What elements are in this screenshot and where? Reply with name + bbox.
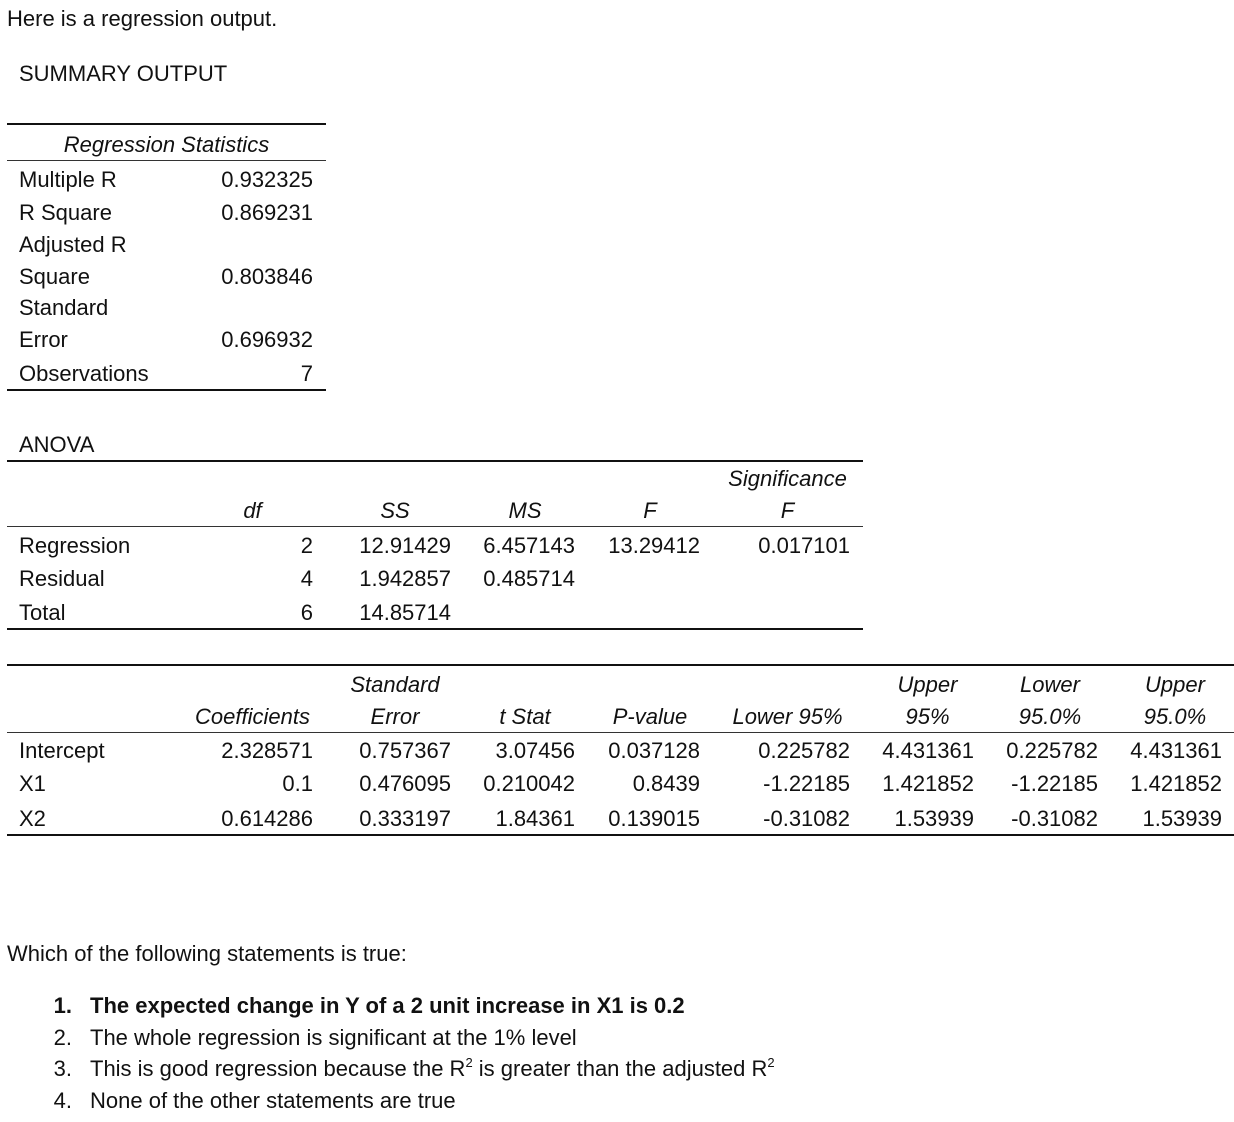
anova-top-rule (7, 460, 863, 462)
adj-r-square-label-line1: Adjusted R (19, 232, 127, 257)
option-text: The expected change in Y of a 2 unit increase in X1 is 0.2 (90, 993, 685, 1018)
coef-header-se-line2: Error (370, 704, 420, 729)
adj-r-square-value: 0.803846 (221, 264, 313, 289)
coef-row-pvalue: 0.037128 (608, 738, 700, 763)
observations-label: Observations (19, 361, 149, 386)
adj-r-square-label-line2: Square (19, 264, 90, 289)
anova-header-df: df (243, 498, 262, 523)
coef-row-label: Intercept (19, 738, 105, 763)
r-square-value: 0.869231 (221, 200, 313, 225)
option-number: 3. (53, 1056, 72, 1081)
coef-header-upper95-line2: 95% (905, 704, 950, 729)
coef-row-coef: 2.328571 (221, 738, 313, 763)
coef-row-lower950: -1.22185 (1011, 771, 1098, 796)
anova-row-label: Residual (19, 566, 105, 591)
coef-row-se: 0.476095 (359, 771, 451, 796)
intro-text: Here is a regression output. (7, 6, 278, 31)
option-text-part: is greater than the adjusted R (472, 1056, 768, 1081)
anova-row-ss: 14.85714 (359, 600, 451, 625)
coef-header-lower950-line1: Lower (1020, 672, 1080, 697)
anova-row-sig: 0.017101 (758, 533, 850, 558)
coef-row-pvalue: 0.8439 (632, 771, 700, 796)
anova-row-f: 13.29412 (608, 533, 700, 558)
coef-row-se: 0.757367 (359, 738, 451, 763)
option-number: 4. (53, 1088, 72, 1113)
coef-row-lower950: 0.225782 (1006, 738, 1098, 763)
anova-row-label: Total (19, 600, 66, 625)
coef-row-upper950: 1.53939 (1142, 806, 1222, 831)
anova-row-label: Regression (19, 533, 131, 558)
anova-row-df: 6 (300, 600, 313, 625)
coef-bottom-rule (7, 834, 1234, 836)
std-error-value: 0.696932 (221, 327, 313, 352)
anova-row-ss: 12.91429 (359, 533, 451, 558)
std-error-label-line1: Standard (19, 295, 109, 320)
coef-row-upper950: 4.431361 (1130, 738, 1222, 763)
coef-row-upper95: 4.431361 (882, 738, 974, 763)
coef-row-upper95: 1.421852 (882, 771, 974, 796)
anova-row-df: 2 (300, 533, 313, 558)
anova-bottom-rule (7, 628, 863, 630)
coef-row-lower95: -0.31082 (763, 806, 850, 831)
coef-row-label: X2 (19, 806, 46, 831)
coef-header-upper950-line2: 95.0% (1143, 704, 1207, 729)
coef-header-upper95-line1: Upper (897, 672, 958, 697)
coef-header-upper950-line1: Upper (1145, 672, 1205, 697)
coef-row-lower950: -0.31082 (1011, 806, 1098, 831)
anova-row-ms: 0.485714 (483, 566, 575, 591)
coef-header-pvalue: P-value (612, 704, 688, 729)
summary-title: SUMMARY OUTPUT (19, 61, 228, 86)
anova-row-ss: 1.942857 (359, 566, 451, 591)
option-text: The whole regression is significant at the 1% level (90, 1025, 577, 1050)
superscript: 2 (767, 1055, 775, 1070)
coef-header-lower950-line2: 95.0% (1018, 704, 1082, 729)
coef-header-rule (7, 732, 1234, 733)
anova-row-df: 4 (300, 566, 313, 591)
anova-header-rule (7, 526, 863, 527)
anova-title: ANOVA (19, 432, 95, 457)
reg-stats-header: Regression Statistics (63, 132, 270, 157)
question-text: Which of the following statements is true: (7, 941, 407, 966)
option-number: 2. (53, 1025, 72, 1050)
anova-header-sig-line1: Significance (728, 466, 847, 491)
coef-row-tstat: 0.210042 (483, 771, 575, 796)
coef-row-coef: 0.614286 (221, 806, 313, 831)
coef-row-coef: 0.1 (282, 771, 313, 796)
multiple-r-label: Multiple R (19, 167, 117, 192)
option-text-part: This is good regression because the R (90, 1056, 466, 1081)
table-bottom-rule (7, 389, 326, 391)
coef-row-upper950: 1.421852 (1130, 771, 1222, 796)
anova-row-ms: 6.457143 (483, 533, 575, 558)
observations-value: 7 (300, 361, 313, 386)
coef-header-lower95: Lower 95% (732, 704, 843, 729)
coef-row-se: 0.333197 (359, 806, 451, 831)
coef-row-upper95: 1.53939 (894, 806, 974, 831)
coef-header-tstat: t Stat (499, 704, 551, 729)
coef-top-rule (7, 664, 1234, 666)
coef-row-lower95: -1.22185 (763, 771, 850, 796)
coef-row-tstat: 3.07456 (495, 738, 575, 763)
anova-header-sig-line2: F (780, 498, 795, 523)
multiple-r-value: 0.932325 (221, 167, 313, 192)
table-top-rule (7, 123, 326, 125)
option-text (90, 1055, 775, 1081)
header-rule (7, 160, 326, 161)
coef-row-lower95: 0.225782 (758, 738, 850, 763)
r-square-label: R Square (19, 200, 112, 225)
option-text: None of the other statements are true (90, 1088, 456, 1113)
std-error-label-line2: Error (19, 327, 68, 352)
coef-header-se-line1: Standard (350, 672, 440, 697)
coef-row-tstat: 1.84361 (495, 806, 575, 831)
coef-header-coefficients: Coefficients (195, 704, 310, 729)
option-number: 1. (53, 993, 72, 1018)
anova-header-f: F (643, 498, 657, 523)
superscript: 2 (465, 1055, 473, 1070)
anova-header-ms: MS (508, 498, 542, 523)
coef-row-label: X1 (19, 771, 46, 796)
anova-header-ss: SS (380, 498, 410, 523)
coef-row-pvalue: 0.139015 (608, 806, 700, 831)
